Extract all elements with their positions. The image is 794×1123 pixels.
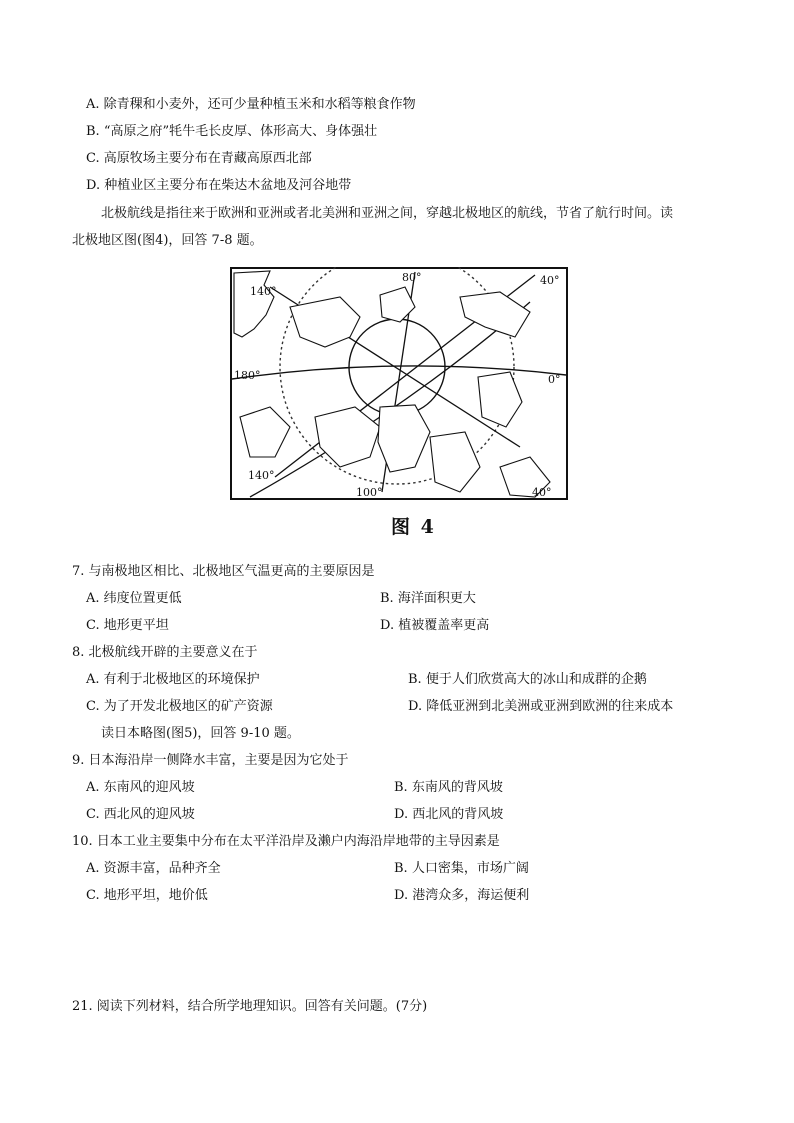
q10-option-d: D. 港湾众多，海运便利: [394, 888, 530, 903]
intro-line-1: 北极航线是指往来于欧洲和亚洲或者北美洲和亚洲之间，穿越北极地区的航线，节省了航行时间。读: [101, 206, 674, 221]
intro-line-2: 北极地区图(图4)，回答 7-8 题。: [72, 233, 263, 248]
read-japan-map: 读日本略图(图5)，回答 9-10 题。: [101, 726, 300, 741]
q9-option-c: C. 西北风的迎风坡: [86, 807, 195, 822]
label-100: 100°: [356, 486, 383, 499]
label-0: 0°: [548, 373, 561, 386]
q8-option-d: D. 降低亚洲到北美洲或亚洲到欧洲的往来成本: [408, 699, 674, 714]
q7-option-d: D. 植被覆盖率更高: [380, 618, 490, 633]
q8-option-b: B. 便于人们欣赏高大的冰山和成群的企鹅: [408, 672, 647, 687]
q9-stem: 9. 日本海沿岸一侧降水丰富，主要是因为它处于: [72, 753, 349, 768]
q9-option-b: B. 东南风的背风坡: [394, 780, 503, 795]
q7-option-c: C. 地形更平坦: [86, 618, 169, 633]
label-140-top: 140°: [250, 285, 277, 298]
q10-option-c: C. 地形平坦，地价低: [86, 888, 208, 903]
label-40-bottom: 40°: [532, 486, 552, 499]
label-80: 80°: [402, 271, 422, 284]
q8-option-c: C. 为了开发北极地区的矿产资源: [86, 699, 273, 714]
arctic-map-figure: [230, 267, 568, 500]
q10-option-b: B. 人口密集，市场广阔: [394, 861, 529, 876]
q7-option-a: A. 纬度位置更低: [86, 591, 182, 606]
q7-option-b: B. 海洋面积更大: [380, 591, 476, 606]
q10-option-a: A. 资源丰富，品种齐全: [86, 861, 221, 876]
q8-stem: 8. 北极航线开辟的主要意义在于: [72, 645, 258, 660]
prev-option-b: B. “高原之府”牦牛毛长皮厚、体形高大、身体强壮: [86, 124, 378, 139]
label-40-top: 40°: [540, 274, 560, 287]
q9-option-a: A. 东南风的迎风坡: [86, 780, 195, 795]
prev-option-a: A. 除青稞和小麦外，还可少量种植玉米和水稻等粮食作物: [86, 97, 416, 112]
label-180: 180°: [234, 369, 261, 382]
q10-stem: 10. 日本工业主要集中分布在太平洋沿岸及濑户内海沿岸地带的主导因素是: [72, 834, 500, 849]
figure-caption: 图 4: [391, 516, 436, 538]
q9-option-d: D. 西北风的背风坡: [394, 807, 504, 822]
q7-stem: 7. 与南极地区相比、北极地区气温更高的主要原因是: [72, 564, 375, 579]
q8-option-a: A. 有利于北极地区的环境保护: [86, 672, 260, 687]
prev-option-d: D. 种植业区主要分布在柴达木盆地及河谷地带: [86, 178, 352, 193]
prev-option-c: C. 高原牧场主要分布在青藏高原西北部: [86, 151, 312, 166]
label-140-bottom: 140°: [248, 469, 275, 482]
q21-stem: 21. 阅读下列材料，结合所学地理知识。回答有关问题。(7分): [72, 999, 428, 1014]
